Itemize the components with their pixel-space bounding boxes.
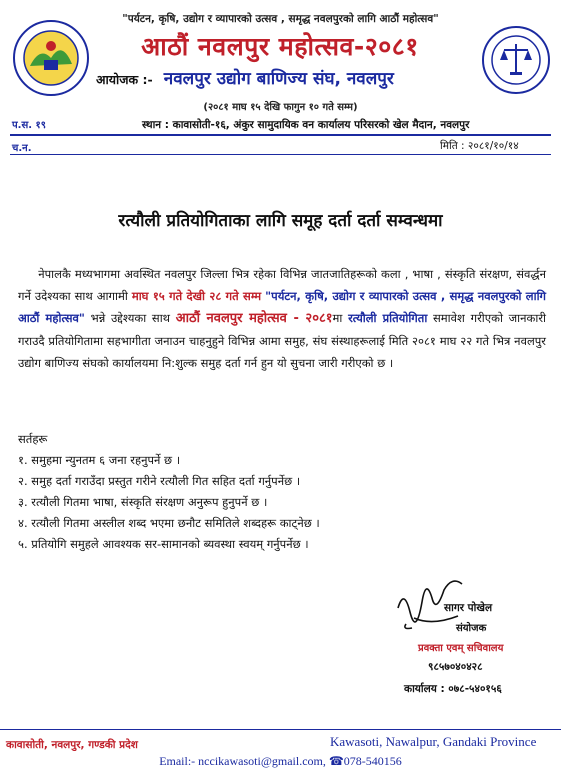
signatory-name: सागर पोखेल: [444, 602, 493, 614]
condition-item: १. समुहमा न्युनतम ६ जना रहनुपर्ने छ ।: [18, 453, 181, 467]
letter-date: मिति : २०८१/१०/१४: [440, 140, 519, 152]
condition-item: ४. रत्यौली गितमा अस्लील शब्द भएमा छनौट समितिले शब्दहरू काट्नेछ ।: [18, 516, 320, 530]
para-festival: आठौं नवलपुर महोत्सव - २०८१: [175, 311, 333, 326]
para-after: मा: [332, 311, 343, 325]
festival-title: आठौं नवलपुर महोत्सव-२०८१: [141, 32, 419, 61]
header-divider-bottom: [10, 154, 551, 155]
dispatch-number: च.न.: [12, 143, 32, 154]
footer-address-nepali: कावासोती, नवलपुर, गण्डकी प्रदेश: [6, 739, 138, 751]
letter-number: प.स. १९: [12, 120, 46, 131]
condition-item: ३. रत्यौली गितमा भाषा, संस्कृति संरक्षण अनुरूप हुनुपर्ने छ ।: [18, 495, 268, 509]
footer-contact: Email:- nccikawasoti@gmail.com, ☎078-540156: [159, 754, 402, 768]
para-competition: रत्यौली प्रतियोगिता: [348, 311, 428, 325]
organizer-label: आयोजक :-: [96, 72, 153, 87]
header-tagline: "पर्यटन, कृषि, उद्योग र व्यापारको उत्सव , समृद्ध नवलपुरको लागि आठौं महोत्सव": [122, 13, 439, 25]
condition-item: २. समुह दर्ता गराउँदा प्रस्तुत गरीने रत्यौली गित सहित दर्ता गर्नुपर्नेछ ।: [18, 474, 301, 488]
notice-paragraph: [18, 263, 546, 374]
para-quote: "पर्यटन, कृषि, उद्योग र व्यापारको उत्सव , समृद्ध नवलपुरको लागि आठौं महोत्सव": [18, 289, 547, 325]
para-end: समावेश गरीएको जानकारी गराउदै प्रतियोगितामा सहभागीता जनाउन चाहनुहुने विभिन्न आमा समुह, संघ संस्थाहरूलाई मिति २०८१ माघ २२ गते भित्र नवलपुर उद्योग बाणिज्य संघको कार्यालयमा नि:शुल्क समुह दर्ता गर्न हुन यो सुचना जारी गरीएको छ ।: [18, 311, 547, 370]
signatory-post: प्रवक्ता एवम् सचिवालय: [418, 643, 504, 654]
signatory-phone: ९८५७०४०४२८: [428, 661, 483, 673]
signatory-role: संयोजक: [456, 623, 487, 634]
header-divider: [10, 134, 551, 136]
condition-item: ५. प्रतियोगि समुहले आवश्यक सर-सामानको ब्यवस्था स्वयम् गर्नुपर्नेछ ।: [18, 537, 309, 551]
conditions-heading: सर्तहरू: [18, 432, 48, 446]
organizer-name: नवलपुर उद्योग बाणिज्य संघ, नवलपुर: [163, 69, 394, 89]
subject-heading: रत्यौली प्रतियोगिताका लागि समूह दर्ता दर्ता सम्वन्धमा: [118, 211, 443, 231]
venue: स्थान : कावासोती-१६, अंकुर सामुदायिक वन कार्यालय परिसरको खेल मैदान, नवलपुर: [142, 119, 470, 131]
para-mid: भन्ने उद्देश्यका साथ: [90, 311, 171, 325]
para-dates: माघ १५ गते देखी २८ गते सम्म: [131, 289, 262, 303]
office-phone: कार्यालय : ०७८-५४०१५६: [404, 683, 502, 695]
festival-dates: (२०८१ माघ १५ देखि फागुन १० गते सम्म): [203, 102, 358, 113]
para-intro: नेपालकै मध्यभागमा अवस्थित नवलपुर जिल्ला भित्र रहेका विभिन्न जातजातिहरूको कला , भाषा , संस्कृति संरक्षण, संवर्द्धन गर्ने उदेश्यका साथ आगामी: [18, 267, 546, 303]
footer-address-english: Kawasoti, Nawalpur, Gandaki Province: [330, 734, 537, 749]
organizer-row: [96, 66, 394, 89]
footer-divider: [0, 729, 561, 730]
